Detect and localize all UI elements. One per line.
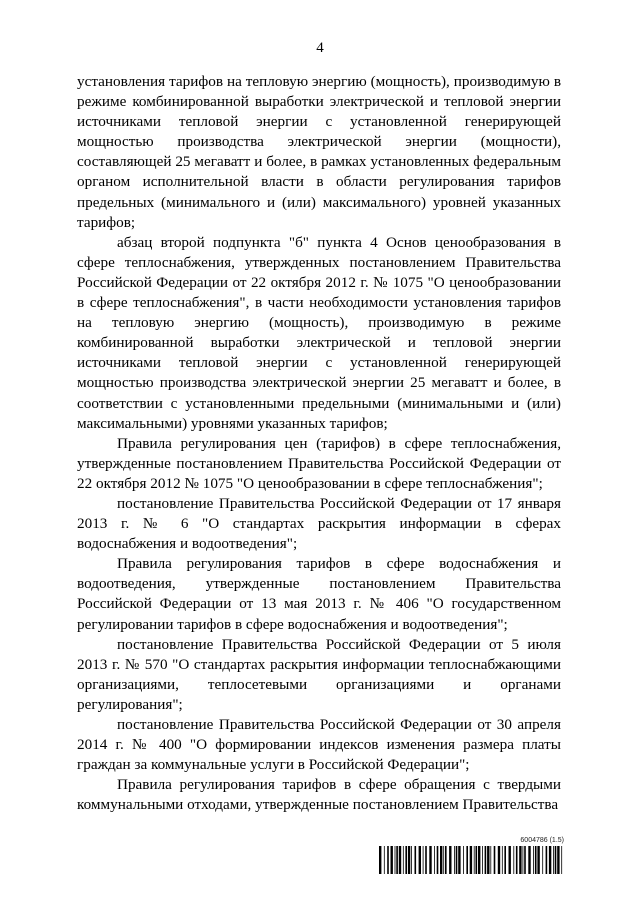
paragraph-2: абзац второй подпункта "б" пункта 4 Основ ценообразования в сфере теплоснабжения, утвержденных постановлением Правительства Российской Федерации от 22 октября 2012 г. № 1075 "О ценообразовании в сфере теплоснабжения", в части необходимости установления тарифов на тепловую энергию (мощность), производимую в режиме комбинированной выработки электрической и тепловой энергии источниками тепловой энергии с установленной генерирующей мощностью производства электрической энергии 25 мегаватт и более, в соответствии с установленными предельными (минимальными и (или) максимальными) уровнями указанных тарифов; — [77, 233, 561, 432]
paragraph-8: Правила регулирования тарифов в сфере обращения с твердыми коммунальными отходами, утвержденные постановлением Правительства — [77, 776, 561, 814]
paragraph-5: Правила регулирования тарифов в сфере водоснабжения и водоотведения, утвержденные постановлением Правительства Российской Федерации от 13 мая 2013 г. № 406 "О государственном регулировании тарифов в сфере водоснабжения и водоотведения"; — [77, 555, 561, 633]
document-barcode — [379, 837, 564, 874]
paragraph-1: установления тарифов на тепловую энергию (мощность), производимую в режиме комбинированной выработки электрической и тепловой энергии источниками тепловой энергии с установленной генерирующей мощностью производства электрической энергии (мощности), составляющей 25 мегаватт и более, в рамках установленных федеральным органом исполнительной власти в области регулирования тарифов предельных (минимального и (или) максимального) уровней указанных тарифов; — [77, 73, 561, 231]
paragraph-6: постановление Правительства Российской Федерации от 5 июля 2013 г. № 570 "О стандартах раскрытия информации теплоснабжающими организациями, теплосетевыми организациями и органами регулирования"; — [77, 635, 561, 713]
barcode-bars — [379, 846, 564, 874]
paragraph-7: постановление Правительства Российской Федерации от 30 апреля 2014 г. № 400 "О формировании индексов изменения размера платы граждан за коммунальные услуги в Российской Федерации"; — [77, 716, 561, 774]
document-body — [77, 72, 561, 815]
paragraph-3: Правила регулирования цен (тарифов) в сфере теплоснабжения, утвержденные постановлением Правительства Российской Федерации от 22 октября 2012 № 1075 "О ценообразовании в сфере теплоснабжения"; — [77, 434, 561, 492]
barcode-label: 6004786 (1.5) — [520, 837, 564, 844]
page-number: 4 — [316, 40, 324, 56]
paragraph-4: постановление Правительства Российской Федерации от 17 января 2013 г. № 6 "О стандартах раскрытия информации в сферах водоснабжения и водоотведения"; — [77, 494, 561, 553]
